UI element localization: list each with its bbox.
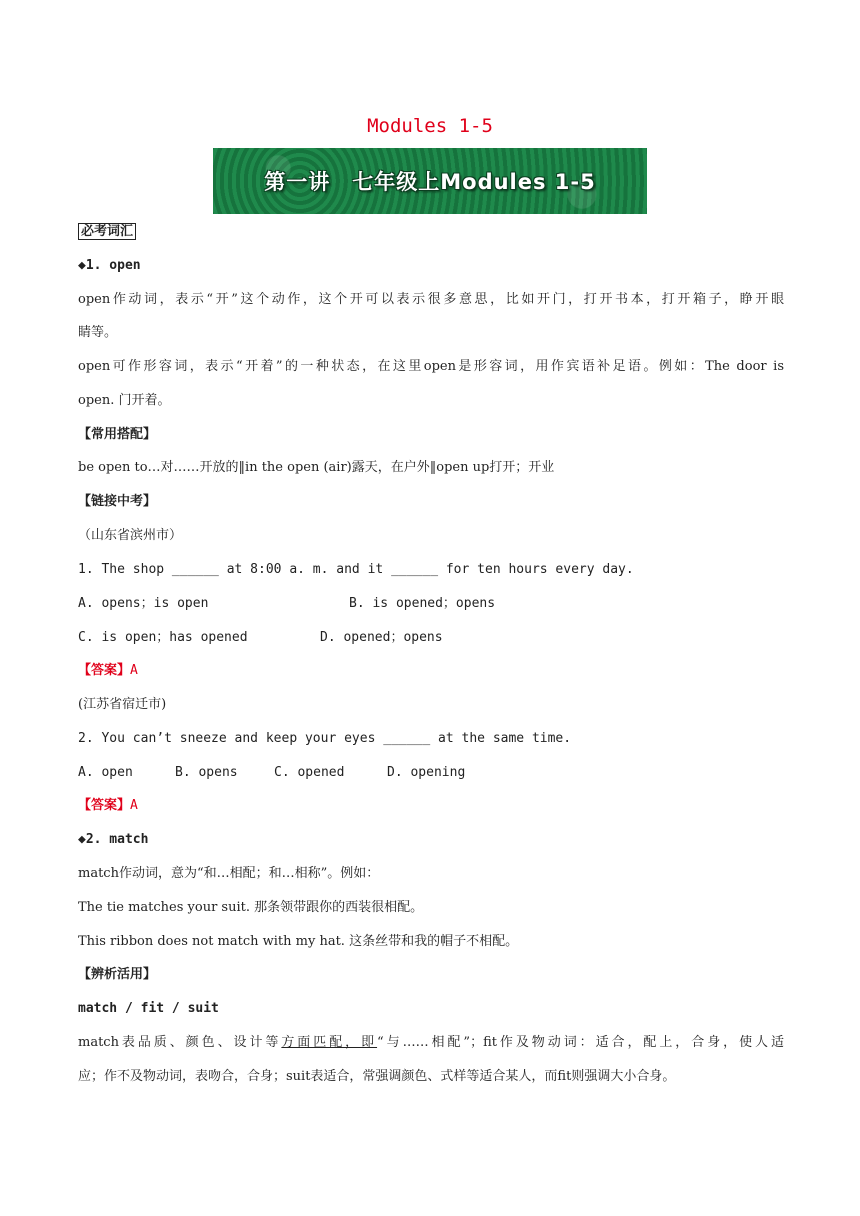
- item1-paragraph2-line1: open可作形容词，表示“开着”的一种状态，在这里open是形容词，用作宾语补足语。例如：The door is: [78, 359, 784, 374]
- item2-example2: This ribbon does not match with my hat. 这条丝带和我的帽子不相配。: [78, 934, 519, 949]
- option-d: D. opening: [387, 765, 466, 780]
- collocation-heading: 【常用搭配】: [78, 427, 157, 442]
- item1-paragraph2-line2: open. 门开着。: [78, 393, 171, 408]
- question2-source: (江苏省宿迁市): [78, 697, 167, 712]
- banner-title: 第一讲 七年级上Modules 1-5: [264, 170, 596, 194]
- item1-paragraph1-line2: 睛等。: [78, 325, 118, 340]
- analysis-heading: 【辨析活用】: [78, 967, 157, 982]
- answer-value: A: [130, 798, 138, 813]
- item2-paragraph1: match作动词，意为“和…相配；和…相称”。例如：: [78, 866, 380, 881]
- text-segment: “与……相配”；fit作及物动词：适合，配上，合身，使人适: [377, 1035, 784, 1050]
- question2-answer: [78, 796, 784, 816]
- page-title: Modules 1-5: [367, 115, 493, 137]
- item2-paragraph2-line2: 应；作不及物动词，表吻合，合身；suit表适合，常强调颜色、式样等适合某人，而fit则强调大小合身。: [78, 1069, 676, 1084]
- item2-heading: ◆2. match: [78, 832, 149, 847]
- answer-label: 【答案】: [78, 663, 131, 678]
- question1-source: （山东省滨州市）: [78, 528, 183, 543]
- answer-label: 【答案】: [78, 798, 131, 813]
- underlined-segment: 方面匹配，即: [281, 1035, 378, 1050]
- question1-answer: [78, 661, 784, 681]
- option-a: A. opens；is open: [78, 596, 209, 611]
- lecture-banner: [213, 148, 647, 214]
- item2-paragraph2-line1: [78, 1033, 784, 1053]
- collocation-text: be open to…对……开放的‖in the open (air)露天，在户外‖open up打开；开业: [78, 460, 555, 475]
- option-c: C. opened: [274, 765, 345, 780]
- option-b: B. opens: [175, 765, 238, 780]
- boxed-label: 必考词汇: [78, 223, 136, 240]
- item2-example1: The tie matches your suit. 那条领带跟你的西装很相配。: [78, 900, 424, 915]
- section-vocab-heading: [78, 222, 784, 242]
- question1-options-row2: [78, 628, 784, 648]
- item1-paragraph1-line1: open作动词，表示“开”这个动作，这个开可以表示很多意思，比如开门，打开书本，打开箱子，睁开眼: [78, 292, 784, 307]
- text-segment: match表品质、颜色、设计等: [78, 1035, 282, 1050]
- question2-options: [78, 763, 784, 783]
- item1-heading: ◆1. open: [78, 258, 141, 273]
- question1-stem: 1. The shop ______ at 8:00 a. m. and it ______ for ten hours every day.: [78, 562, 634, 577]
- compare-words: match / fit / suit: [78, 1001, 219, 1016]
- option-b: B. is opened；opens: [349, 596, 496, 611]
- question1-options-row1: [78, 594, 784, 614]
- question2-stem: 2. You can’t sneeze and keep your eyes ______ at the same time.: [78, 731, 572, 746]
- option-a: A. open: [78, 765, 133, 780]
- link-exam-heading: 【链接中考】: [78, 494, 157, 509]
- option-d: D. opened；opens: [320, 630, 443, 645]
- answer-value: A: [130, 663, 138, 678]
- option-c: C. is open；has opened: [78, 630, 248, 645]
